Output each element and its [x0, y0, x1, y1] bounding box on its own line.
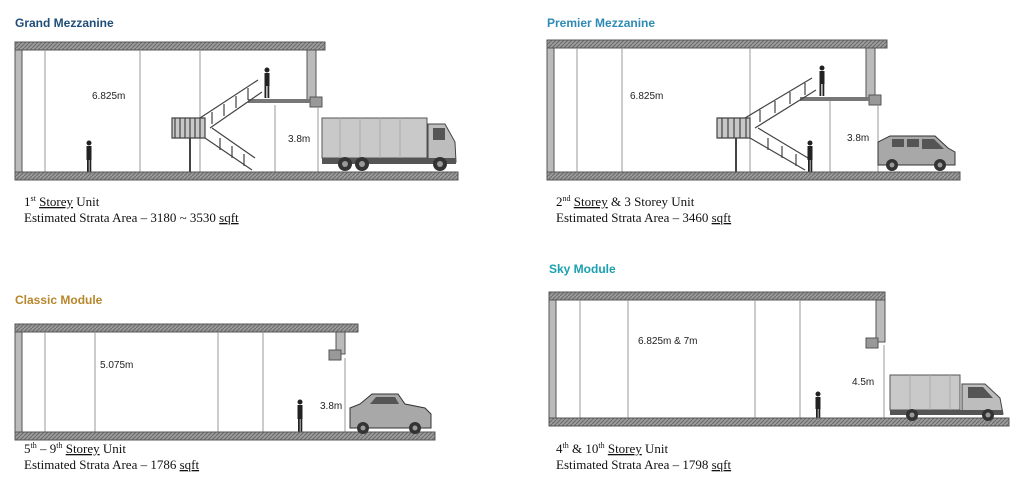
roof-slab: [549, 292, 885, 300]
mezzanine-deck: [248, 99, 310, 103]
right-column: [866, 48, 875, 98]
beam-bracket: [866, 338, 878, 348]
height-label: 5.075m: [100, 360, 134, 371]
floor-slab: [547, 172, 960, 180]
left-column: [549, 300, 556, 418]
staircase: [717, 78, 816, 172]
panel-title: Grand Mezzanine: [15, 16, 114, 30]
box-truck-icon: [890, 375, 1003, 421]
right-column: [307, 50, 316, 100]
pickup-icon: [350, 394, 431, 434]
roof-slab: [15, 324, 358, 332]
roof-slab: [15, 42, 325, 50]
wall-panels: [45, 50, 318, 172]
floor-slab: [15, 172, 458, 180]
caption-line-1: 5th – 9th Storey Unit: [24, 441, 127, 456]
van-icon: [878, 136, 955, 171]
beam-bracket: [869, 95, 881, 105]
caption-line-2: Estimated Strata Area – 3180 ~ 3530 sqft: [24, 210, 239, 225]
height-label: 6.825m & 7m: [638, 336, 698, 347]
mezzanine-deck: [800, 97, 870, 101]
person-figures: [298, 400, 303, 433]
box-truck-icon: [322, 118, 456, 171]
clearance-label: 4.5m: [852, 377, 875, 388]
staircase: [172, 80, 262, 172]
person-figures: [816, 392, 821, 419]
right-column: [876, 300, 885, 342]
caption-line-1: 2nd Storey & 3 Storey Unit: [556, 194, 695, 209]
left-column: [15, 332, 22, 432]
roof-slab: [547, 40, 887, 48]
panel-title: Premier Mezzanine: [547, 16, 656, 30]
panel-grand-mezzanine: [15, 16, 458, 225]
clearance-label: 3.8m: [847, 133, 870, 144]
left-column: [15, 50, 22, 172]
caption-line-2: Estimated Strata Area – 1786 sqft: [24, 457, 200, 472]
panel-classic-module: [15, 293, 435, 472]
caption-line-1: 1st Storey Unit: [24, 194, 100, 209]
caption-line-2: Estimated Strata Area – 1798 sqft: [556, 457, 732, 472]
panel-premier-mezzanine: [547, 16, 960, 225]
person-figures: [808, 66, 825, 173]
wall-panels: [577, 48, 878, 172]
panel-title: Sky Module: [549, 262, 616, 276]
clearance-label: 3.8m: [320, 401, 343, 412]
height-label: 6.825m: [630, 91, 664, 102]
left-column: [547, 48, 554, 172]
height-label: 6.825m: [92, 91, 126, 102]
beam-bracket: [329, 350, 341, 360]
floor-slab: [15, 432, 435, 440]
caption-line-2: Estimated Strata Area – 3460 sqft: [556, 210, 732, 225]
clearance-label: 3.8m: [288, 134, 311, 145]
floor-slab: [549, 418, 1009, 426]
beam-bracket: [310, 97, 322, 107]
caption-line-1: 4th & 10th Storey Unit: [556, 441, 669, 456]
panel-sky-module: [549, 262, 1009, 472]
wall-panels: [580, 300, 884, 418]
panel-title: Classic Module: [15, 293, 103, 307]
